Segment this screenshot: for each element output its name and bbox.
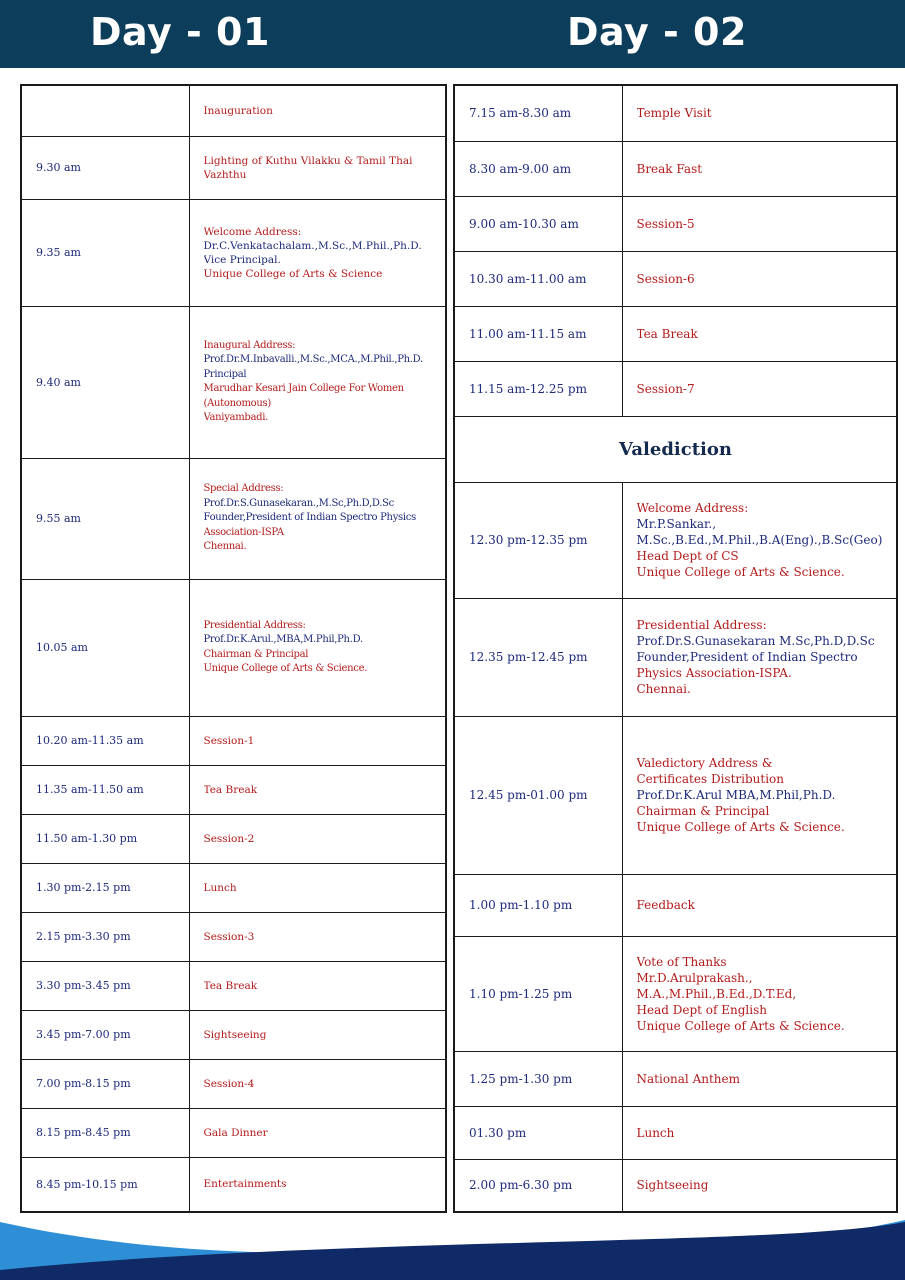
event-line: Vice Principal. (203, 253, 281, 266)
table-row (454, 482, 897, 598)
event-line: Principal (203, 368, 247, 380)
event-line: Tea Break (203, 783, 258, 796)
event-line: Lighting of Kuthu Vilakku & Tamil Thai (203, 154, 413, 167)
time-cell: 9.40 am (21, 306, 189, 458)
time-cell: 11.00 am-11.15 am (454, 306, 622, 361)
table-row (21, 716, 446, 765)
event-cell (189, 579, 446, 716)
time-cell: 9.00 am-10.30 am (454, 196, 622, 251)
table-row (454, 598, 897, 716)
time-cell: 12.30 pm-12.35 pm (454, 482, 622, 598)
time-cell: 8.15 pm-8.45 pm (21, 1108, 189, 1157)
event-line: Welcome Address: (203, 225, 302, 238)
event-cell (622, 1051, 897, 1106)
event-line: Special Address: (203, 483, 284, 495)
event-cell (622, 716, 897, 874)
event-line: Founder,President of Indian Spectro (636, 650, 858, 664)
event-line: Session-1 (203, 734, 255, 747)
event-line: Sightseeing (636, 1178, 709, 1193)
day2-title: Day - 02 (567, 10, 747, 54)
event-line: Temple Visit (636, 106, 712, 121)
event-cell (189, 961, 446, 1010)
event-line: Unique College of Arts & Science. (636, 565, 845, 579)
event-cell (622, 598, 897, 716)
event-cell (622, 1159, 897, 1212)
table-row (454, 1159, 897, 1212)
event-line: Presidential Address: (203, 619, 306, 631)
event-line: Session-2 (203, 832, 255, 845)
time-cell: 01.30 pm (454, 1106, 622, 1159)
day1-schedule-table (20, 84, 447, 1213)
table-row (21, 1059, 446, 1108)
time-cell: 1.30 pm-2.15 pm (21, 863, 189, 912)
event-cell (189, 199, 446, 306)
event-cell (622, 1106, 897, 1159)
event-line: Session-7 (636, 381, 695, 396)
event-cell (189, 765, 446, 814)
table-row (454, 196, 897, 251)
time-cell: 10.05 am (21, 579, 189, 716)
event-line: Mr.P.Sankar., (636, 517, 717, 531)
event-line: Inauguration (203, 104, 273, 117)
event-line: National Anthem (636, 1071, 740, 1086)
event-line: Chairman & Principal (636, 804, 770, 818)
time-cell: 11.50 am-1.30 pm (21, 814, 189, 863)
time-cell: 1.10 pm-1.25 pm (454, 936, 622, 1051)
event-line: Lunch (636, 1125, 675, 1140)
time-cell: 2.00 pm-6.30 pm (454, 1159, 622, 1212)
event-cell (189, 912, 446, 961)
event-line: Founder,President of Indian Spectro Physics (203, 512, 416, 524)
event-line: Head Dept of CS (636, 549, 739, 563)
event-cell (189, 863, 446, 912)
event-cell (622, 196, 897, 251)
event-line: Vaniyambadi. (203, 412, 269, 423)
day2-schedule-table (453, 84, 898, 1213)
event-line: (Autonomous) (203, 397, 271, 409)
event-line: Dr.C.Venkatachalam.,M.Sc.,M.Phil.,Ph.D. (203, 239, 422, 252)
event-cell (189, 1157, 446, 1212)
event-cell (622, 482, 897, 598)
table-row (454, 85, 897, 141)
time-cell: 1.25 pm-1.30 pm (454, 1051, 622, 1106)
event-line: Inaugural Address: (203, 339, 296, 351)
event-line: Unique College of Arts & Science (203, 267, 383, 280)
table-row (454, 361, 897, 416)
event-line: Lunch (203, 881, 237, 894)
event-cell (622, 85, 897, 141)
event-line: Session-4 (203, 1077, 255, 1090)
table-row (454, 1051, 897, 1106)
table-row (21, 579, 446, 716)
table-row (454, 874, 897, 936)
table-row (21, 1108, 446, 1157)
time-cell: 12.45 pm-01.00 pm (454, 716, 622, 874)
table-row (454, 251, 897, 306)
event-line: Entertainments (203, 1178, 287, 1191)
event-line: Feedback (636, 898, 695, 912)
table-row (21, 863, 446, 912)
event-line: Unique College of Arts & Science. (203, 663, 368, 674)
event-cell (622, 874, 897, 936)
time-cell: 9.35 am (21, 199, 189, 306)
event-line: Certificates Distribution (636, 772, 784, 786)
event-cell (189, 85, 446, 136)
event-line: Tea Break (203, 979, 258, 992)
time-cell: 7.15 am-8.30 am (454, 85, 622, 141)
table-row (21, 306, 446, 458)
time-cell: 9.30 am (21, 136, 189, 199)
event-line: Prof.Dr.S.Gunasekaran M.Sc,Ph.D,D.Sc (636, 634, 875, 648)
table-row (21, 912, 446, 961)
event-cell (189, 1059, 446, 1108)
event-line: Prof.Dr.S.Gunasekaran.,M.Sc,Ph.D,D.Sc (203, 497, 394, 509)
table-row (21, 199, 446, 306)
table-row (454, 416, 897, 482)
event-line: Chairman & Principal (203, 648, 309, 660)
table-row (454, 141, 897, 196)
event-line: Unique College of Arts & Science. (636, 1018, 845, 1033)
event-cell (189, 716, 446, 765)
event-line: Mr.D.Arulprakash., (636, 970, 753, 985)
event-line: Physics Association-ISPA. (636, 666, 792, 680)
event-cell (189, 1108, 446, 1157)
table-row (21, 765, 446, 814)
time-cell: 3.45 pm-7.00 pm (21, 1010, 189, 1059)
event-cell (622, 306, 897, 361)
time-cell: 1.00 pm-1.10 pm (454, 874, 622, 936)
table-row (454, 936, 897, 1051)
event-cell (622, 251, 897, 306)
event-cell (189, 136, 446, 199)
event-line: M.Sc.,B.Ed.,M.Phil.,B.A(Eng).,B.Sc(Geo) (636, 533, 883, 547)
table-row (21, 1157, 446, 1212)
event-line: Prof.Dr.M.Inbavalli.,M.Sc.,MCA.,M.Phil.,Ph.D. (203, 354, 423, 365)
time-cell: 12.35 pm-12.45 pm (454, 598, 622, 716)
event-cell (622, 141, 897, 196)
time-cell: 8.30 am-9.00 am (454, 141, 622, 196)
event-line: Sightseeing (203, 1028, 267, 1041)
time-cell: 11.15 am-12.25 pm (454, 361, 622, 416)
table-row (454, 1106, 897, 1159)
event-line: Session-5 (636, 216, 695, 231)
event-line: Vote of Thanks (636, 954, 727, 969)
table-row (21, 1010, 446, 1059)
table-row (21, 85, 446, 136)
time-cell: 10.20 am-11.35 am (21, 716, 189, 765)
event-line: Head Dept of English (636, 1002, 767, 1017)
event-cell (189, 458, 446, 579)
time-cell: 10.30 am-11.00 am (454, 251, 622, 306)
event-line: M.A.,M.Phil.,B.Ed.,D.T.Ed, (636, 986, 797, 1001)
event-cell (189, 1010, 446, 1059)
event-line: Session-3 (203, 930, 255, 943)
time-cell (21, 85, 189, 136)
event-line: Tea Break (636, 326, 698, 341)
event-line: Marudhar Kesari Jain College For Women (203, 383, 404, 394)
time-cell: 7.00 pm-8.15 pm (21, 1059, 189, 1108)
section-title: Valediction (454, 416, 897, 482)
event-line: Prof.Dr.K.Arul.,MBA,M.Phil,Ph.D. (203, 634, 363, 645)
event-line: Association-ISPA (203, 526, 284, 538)
time-cell: 9.55 am (21, 458, 189, 579)
event-line: Prof.Dr.K.Arul MBA,M.Phil,Ph.D. (636, 788, 836, 802)
header-banner (0, 0, 905, 68)
event-cell (189, 306, 446, 458)
table-row (21, 458, 446, 579)
event-line: Gala Dinner (203, 1126, 268, 1139)
event-line: Chennai. (203, 541, 247, 553)
event-cell (189, 814, 446, 863)
event-line: Unique College of Arts & Science. (636, 820, 845, 834)
event-line: Vazhthu (203, 168, 247, 181)
event-line: Chennai. (636, 682, 691, 696)
table-row (21, 136, 446, 199)
event-line: Break Fast (636, 161, 703, 176)
event-line: Welcome Address: (636, 501, 749, 515)
time-cell: 8.45 pm-10.15 pm (21, 1157, 189, 1212)
event-cell (622, 361, 897, 416)
time-cell: 11.35 am-11.50 am (21, 765, 189, 814)
table-row (21, 961, 446, 1010)
table-row (454, 306, 897, 361)
day1-title: Day - 01 (90, 10, 270, 54)
event-line: Presidential Address: (636, 618, 767, 632)
footer-wave (0, 1210, 905, 1280)
table-row (21, 814, 446, 863)
table-row (454, 716, 897, 874)
time-cell: 2.15 pm-3.30 pm (21, 912, 189, 961)
event-line: Session-6 (636, 271, 695, 286)
event-cell (622, 936, 897, 1051)
time-cell: 3.30 pm-3.45 pm (21, 961, 189, 1010)
event-line: Valedictory Address & (636, 756, 773, 770)
